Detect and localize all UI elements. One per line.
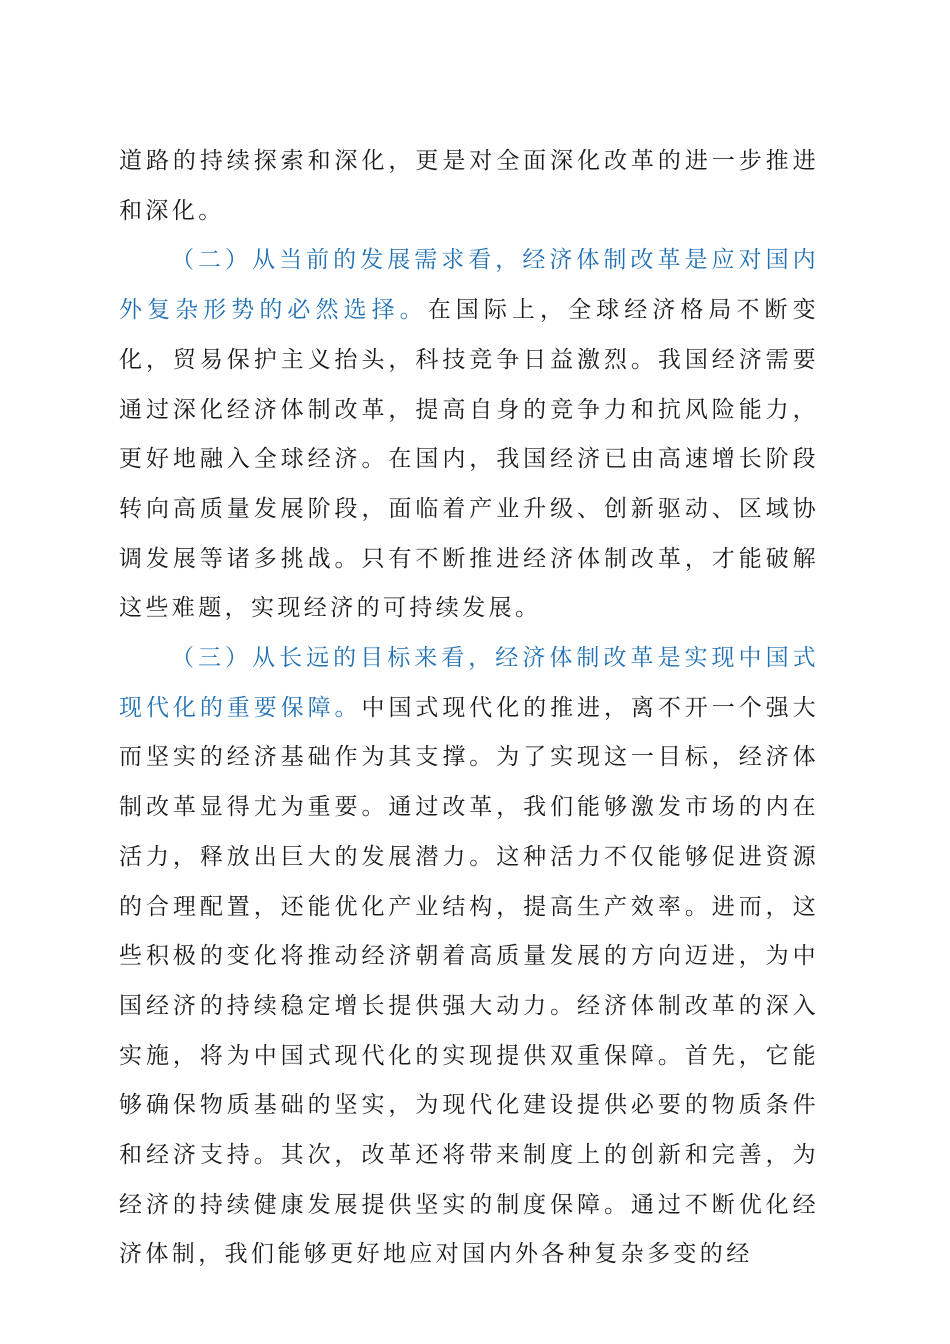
paragraph-section-two	[119, 236, 819, 634]
paragraph-body: 中国式现代化的推进，离不开一个强大而坚实的经济基础作为其支撑。为了实现这一目标，经济体制改革显得尤为重要。通过改革，我们能够激发市场的内在活力，释放出巨大的发展潜力。这种活力不仅能够促进资源的合理配置，还能优化产业结构，提高生产效率。进而，这些积极的变化将推动经济朝着高质量发展的方向迈进，为中国经济的持续稳定增长提供强大动力。经济体制改革的深入实施，将为中国式现代化的实现提供双重保障。首先，它能够确保物质基础的坚实，为现代化建设提供必要的物质条件和经济支持。其次，改革还将带来制度上的创新和完善，为经济的持续健康发展提供坚实的制度保障。通过不断优化经济体制，我们能够更好地应对国内外各种复杂多变的经	[119, 694, 819, 1268]
document-body	[119, 137, 819, 1280]
paragraph-section-three	[119, 634, 819, 1280]
section-heading: （三）从长远的目标来看，经济体制改革是实现中国式现代化的重要保障。	[119, 645, 819, 721]
section-heading: （二）从当前的发展需求看，经济体制改革是应对国内外复杂形势的必然选择。	[119, 247, 819, 324]
paragraph-continuation	[119, 137, 819, 236]
paragraph-body: 在国际上，全球经济格局不断变化，贸易保护主义抬头，科技竞争日益激烈。我国经济需要通过深化经济体制改革，提高自身的竞争力和抗风险能力，更好地融入全球经济。在国内，我国经济已由高速增长阶段转向高质量发展阶段，面临着产业升级、创新驱动、区域协调发展等诸多挑战。只有不断推进经济体制改革，才能破解这些难题，实现经济的可持续发展。	[119, 297, 819, 622]
paragraph-body: 道路的持续探索和深化，更是对全面深化改革的进一步推进和深化。	[119, 148, 819, 224]
